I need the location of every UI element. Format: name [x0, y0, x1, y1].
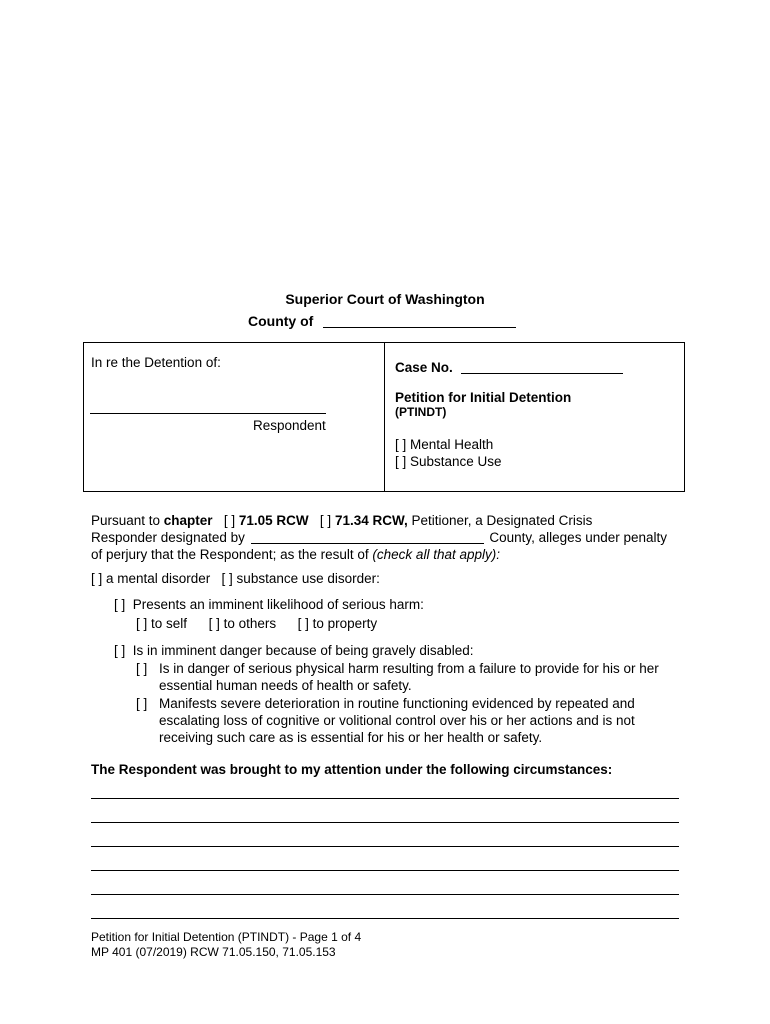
- respondent-label: Respondent: [253, 418, 326, 433]
- danger-b-line-2: escalating loss of cognitive or volitional control over his or her actions and is not: [159, 713, 635, 728]
- circumstances-line-6[interactable]: [91, 918, 679, 919]
- respondent-name-line[interactable]: [90, 413, 326, 414]
- circumstances-line-2[interactable]: [91, 822, 679, 823]
- harm-options: [136, 615, 377, 632]
- danger-b-checkbox[interactable]: [ ]: [136, 696, 148, 711]
- county-alleges-text: County, alleges under penalty: [489, 530, 668, 545]
- harm-to-others-checkbox[interactable]: [ ] to others: [208, 616, 277, 631]
- chapter-text: chapter: [163, 513, 213, 528]
- responder-text: Responder designated by: [91, 530, 245, 545]
- circumstances-line-1[interactable]: [91, 798, 679, 799]
- danger-a-checkbox[interactable]: [ ]: [136, 661, 148, 676]
- circumstances-heading: The Respondent was brought to my attention under the following circumstances:: [91, 762, 613, 777]
- petitioner-text: Petitioner, a Designated Crisis: [407, 513, 593, 528]
- document-title: Petition for Initial Detention: [395, 390, 572, 405]
- perjury-text: of perjury that the Respondent; as the result of: [91, 547, 373, 562]
- caption-divider: [384, 342, 385, 492]
- document-code: (PTINDT): [395, 405, 447, 419]
- danger-b-line-3: receiving such care as is essential for his or her health or safety.: [159, 730, 543, 745]
- in-re-label: In re the Detention of:: [91, 355, 221, 370]
- perjury-line: [91, 546, 500, 563]
- danger-b-line-1: Manifests severe deterioration in routine functioning evidenced by repeated and: [159, 696, 635, 711]
- imminent-harm-checkbox[interactable]: [ ] Presents an imminent likelihood of serious harm:: [114, 597, 424, 612]
- gravely-disabled-checkbox[interactable]: [ ] Is in imminent danger because of being gravely disabled:: [114, 643, 474, 658]
- rcw-7105-label: 71.05 RCW: [238, 513, 309, 528]
- footer-form-info: MP 401 (07/2019) RCW 71.05.150, 71.05.153: [91, 945, 336, 959]
- disorder-checkboxes[interactable]: [ ] a mental disorder [ ] substance use disorder:: [91, 571, 380, 586]
- substance-use-checkbox[interactable]: [ ] Substance Use: [395, 454, 502, 469]
- circumstances-line-3[interactable]: [91, 846, 679, 847]
- rcw-7134-label: 71.34 RCW,: [334, 513, 408, 528]
- danger-a-line-2: essential human needs of health or safety.: [159, 678, 412, 693]
- pursuant-line: [91, 512, 592, 529]
- court-title: Superior Court of Washington: [285, 291, 485, 307]
- case-no-label: Case No.: [395, 360, 453, 375]
- harm-to-self-checkbox[interactable]: [ ] to self: [136, 616, 188, 631]
- footer-page-info: Petition for Initial Detention (PTINDT) - Page 1 of 4: [91, 930, 362, 944]
- circumstances-line-5[interactable]: [91, 894, 679, 895]
- responder-line: [91, 529, 667, 546]
- case-no-input-line[interactable]: [461, 359, 623, 374]
- harm-to-property-checkbox[interactable]: [ ] to property: [297, 616, 378, 631]
- mental-health-checkbox[interactable]: [ ] Mental Health: [395, 437, 494, 452]
- circumstances-line-4[interactable]: [91, 870, 679, 871]
- county-input-line[interactable]: [323, 313, 516, 328]
- case-no-field: [395, 359, 623, 375]
- county-label: County of: [248, 313, 314, 329]
- danger-a-line-1: Is in danger of serious physical harm resulting from a failure to provide for his or her: [159, 661, 659, 676]
- pursuant-text: Pursuant to: [91, 513, 164, 528]
- county-line: [248, 313, 516, 329]
- check-all-text: (check all that apply):: [372, 547, 500, 562]
- rcw-7105-checkbox[interactable]: [ ]: [223, 513, 236, 528]
- responder-county-input-line[interactable]: [251, 529, 484, 544]
- rcw-7134-checkbox[interactable]: [ ]: [319, 513, 332, 528]
